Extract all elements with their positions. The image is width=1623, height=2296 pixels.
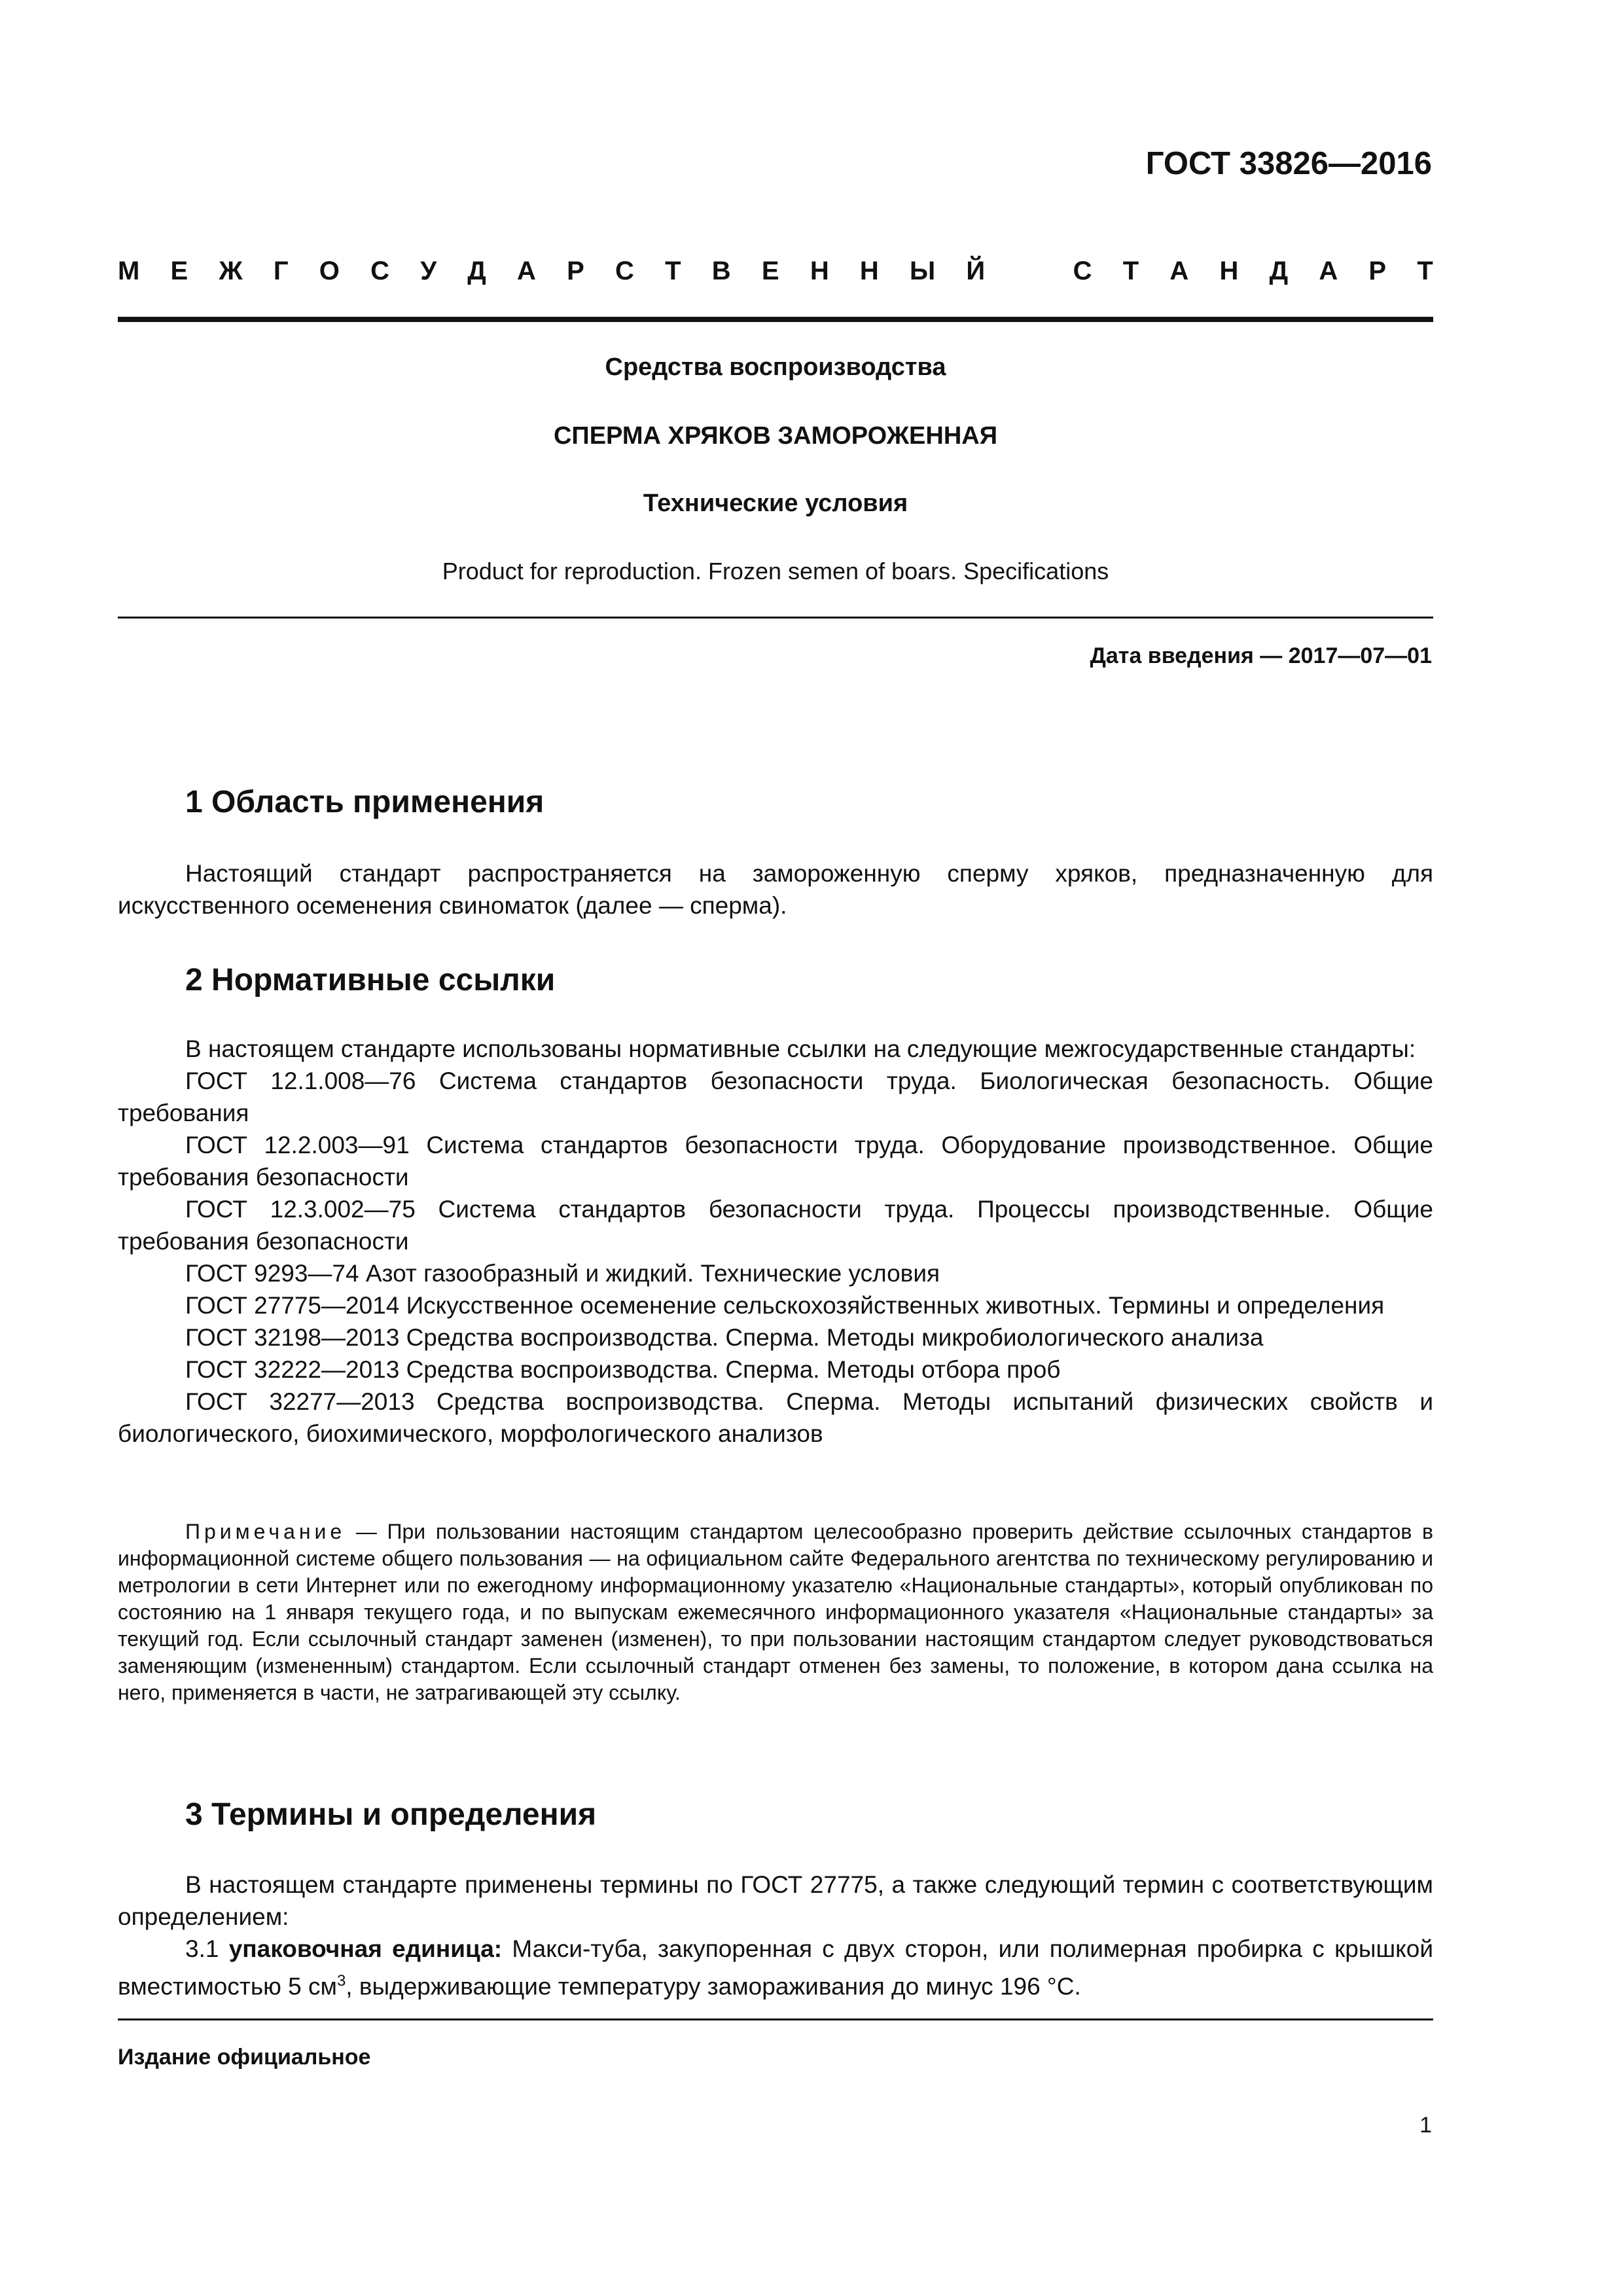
section-3-heading: 3 Термины и определения bbox=[185, 1797, 597, 1832]
section-2-intro: В настоящем стандарте использованы нормативные ссылки на следующие межгосударственные стандарты: bbox=[185, 1035, 1416, 1062]
reference-item: ГОСТ 12.1.008—76 Система стандартов безопасности труда. Биологическая безопасность. Общие требования bbox=[118, 1067, 1433, 1126]
banner-letter: Н bbox=[1219, 257, 1239, 285]
section-1-body bbox=[118, 857, 1433, 922]
banner-letter: Р bbox=[1368, 257, 1387, 285]
banner-space bbox=[1016, 257, 1042, 286]
banner-letter: Е bbox=[170, 257, 188, 285]
banner-letter: Н bbox=[859, 257, 879, 285]
banner-letter: В bbox=[711, 257, 731, 285]
banner-letter: А bbox=[517, 257, 536, 285]
banner-letter: Г bbox=[273, 257, 289, 285]
title-english: Product for reproduction. Frozen semen of boars. Specifications bbox=[442, 558, 1109, 584]
banner-letter: Н bbox=[810, 257, 829, 285]
banner-letter: Д bbox=[467, 257, 486, 285]
banner-letter: Ы bbox=[910, 257, 936, 285]
banner-letter: Т bbox=[1417, 257, 1433, 285]
title-category: Средства воспроизводства bbox=[605, 353, 946, 381]
banner-letter: Д bbox=[1269, 257, 1289, 285]
section-1-paragraph: Настоящий стандарт распространяется на замороженную сперму хряков, предназначенную для искусственного осеменения свиноматок (далее — сперма). bbox=[118, 860, 1433, 919]
reference-item: ГОСТ 32198—2013 Средства воспроизводства. Сперма. Методы микробиологического анализа bbox=[185, 1324, 1264, 1351]
reference-item: ГОСТ 27775—2014 Искусственное осеменение сельскохозяйственных животных. Термины и определения bbox=[185, 1292, 1385, 1319]
reference-item: ГОСТ 32277—2013 Средства воспроизводства. Сперма. Методы испытаний физических свойств и биологического, биохимического, морфологического анализов bbox=[118, 1388, 1433, 1447]
title-divider-rule bbox=[118, 617, 1433, 619]
banner-letter: А bbox=[1169, 257, 1189, 285]
banner-letter: Е bbox=[761, 257, 779, 285]
section-1-heading: 1 Область применения bbox=[185, 785, 544, 819]
banner-letter: Ж bbox=[219, 257, 243, 285]
banner-letter: У bbox=[420, 257, 437, 285]
superscript-3: 3 bbox=[336, 1972, 346, 1990]
note-paragraph bbox=[118, 1518, 1433, 1706]
section-3-body bbox=[118, 1869, 1433, 2002]
footer-rule bbox=[118, 2018, 1433, 2020]
top-thick-rule bbox=[118, 317, 1433, 322]
section-2-body bbox=[118, 1033, 1433, 1450]
term-definition-text-end: , выдерживающие температуру замораживания до минус 196 °С. bbox=[346, 1973, 1081, 2000]
standard-type-banner bbox=[118, 257, 1433, 286]
section-3-intro: В настоящем стандарте применены термины по ГОСТ 27775, а также следующий термин с соответствующим определением: bbox=[118, 1871, 1433, 1930]
document-number: ГОСТ 33826—2016 bbox=[1145, 146, 1432, 181]
banner-letter: С bbox=[1073, 257, 1092, 285]
reference-item: ГОСТ 32222—2013 Средства воспроизводства. Сперма. Методы отбора проб bbox=[185, 1356, 1061, 1383]
introduction-date: Дата введения — 2017—07—01 bbox=[1090, 643, 1432, 668]
note-text: — При пользовании настоящим стандартом целесообразно проверить действие ссылочных стандартов в информационной системе общего пользования — на официальном сайте Федерального агентства по техническому регулированию и метрологии в сети Интернет или по ежегодному информационному указателю «Национальные стандарты», который опубликован по состоянию на 1 января текущего года, и по выпускам ежемесячного информационного указателя «Национальные стандарты» за текущий год. Если ссылочный стандарт заменен (изменен), то при пользовании настоящим стандартом следует руководствоваться заменяющим (измененным) стандартом. Если ссылочный стандарт отменен без замены, то положение, в котором дана ссылка на него, применяется в части, не затрагивающей эту ссылку. bbox=[118, 1520, 1433, 1704]
note-block bbox=[118, 1518, 1433, 1706]
banner-letter: С bbox=[370, 257, 389, 285]
banner-letter: О bbox=[319, 257, 340, 285]
banner-letter: Р bbox=[567, 257, 584, 285]
reference-item: ГОСТ 12.3.002—75 Система стандартов безопасности труда. Процессы производственные. Общие требования безопасности bbox=[118, 1196, 1433, 1255]
term-definition-text: Макси-туба, закупоренная с двух сторон, или полимерная пробирка с крышкой вместимостью 5 см bbox=[118, 1935, 1433, 2000]
edition-label: Издание официальное bbox=[118, 2045, 371, 2070]
banner-letter: Й bbox=[966, 257, 986, 285]
title-subtitle: Технические условия bbox=[643, 490, 908, 517]
term-name: упаковочная единица: bbox=[228, 1935, 503, 1962]
banner-letter: С bbox=[615, 257, 634, 285]
banner-letter: Т bbox=[1122, 257, 1139, 285]
banner-letter: А bbox=[1319, 257, 1338, 285]
note-label: Примечание bbox=[185, 1520, 346, 1543]
reference-item: ГОСТ 12.2.003—91 Система стандартов безопасности труда. Оборудование производственное. Общие требования безопасности bbox=[118, 1132, 1433, 1191]
page-number: 1 bbox=[1419, 2113, 1432, 2138]
banner-letter: М bbox=[118, 257, 140, 285]
banner-letter: Т bbox=[665, 257, 681, 285]
title-main: СПЕРМА ХРЯКОВ ЗАМОРОЖЕННАЯ bbox=[553, 422, 998, 450]
term-definition bbox=[118, 1933, 1433, 2002]
term-number: 3.1 bbox=[185, 1935, 229, 1962]
reference-item: ГОСТ 9293—74 Азот газообразный и жидкий. Технические условия bbox=[185, 1260, 940, 1287]
section-2-heading: 2 Нормативные ссылки bbox=[185, 963, 556, 997]
